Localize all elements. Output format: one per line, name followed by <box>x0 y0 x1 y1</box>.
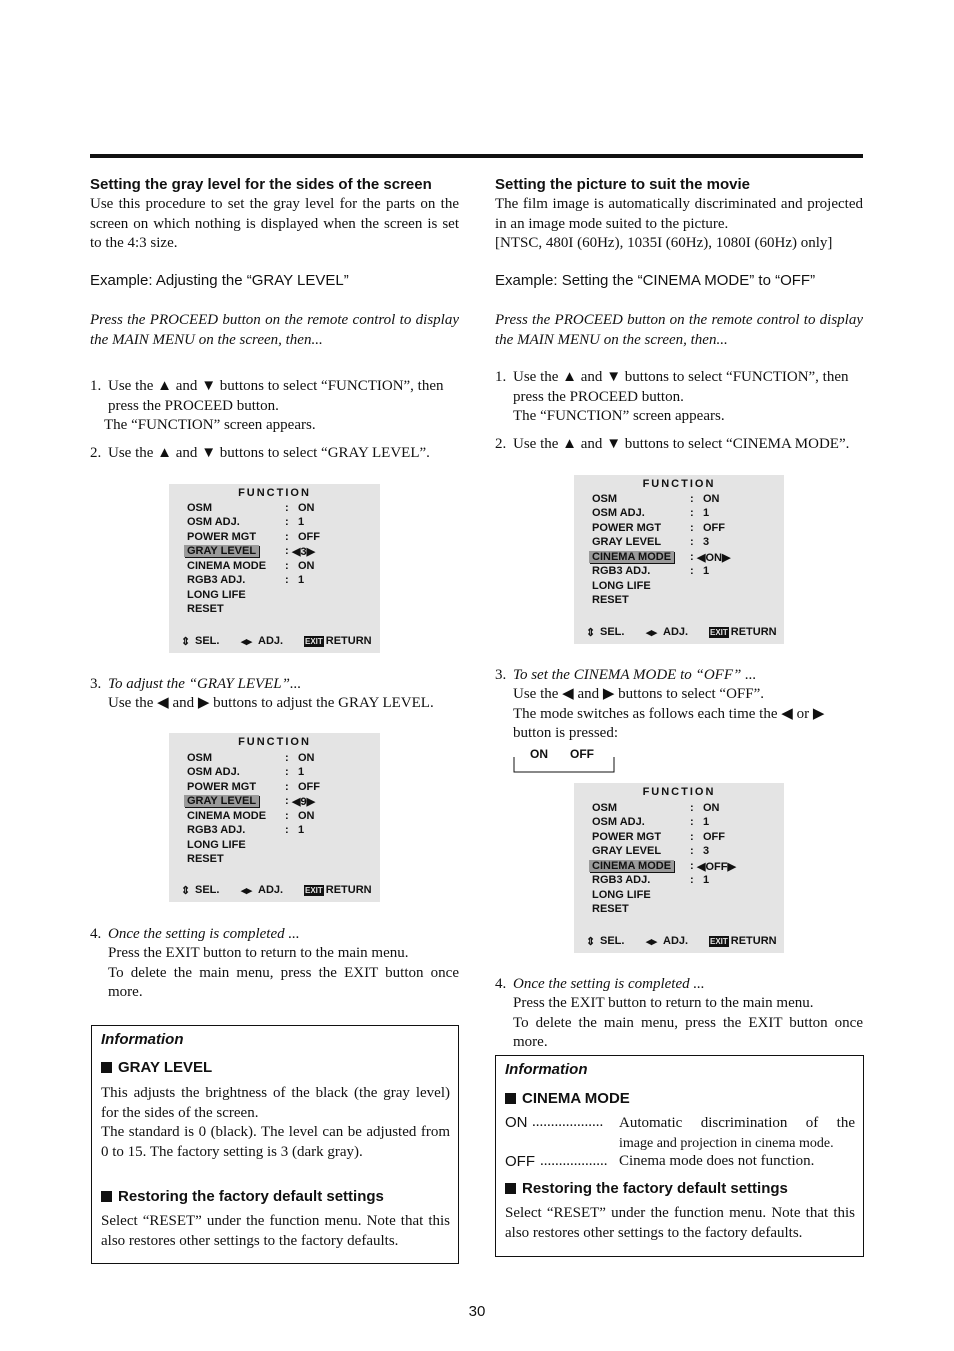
square-bullet-icon <box>101 1062 112 1073</box>
cycle-off-label: OFF <box>570 747 594 761</box>
up-down-icon: ⇕ <box>181 885 191 897</box>
left-information-box: Information GRAY LEVEL This adjusts the brightness of the black (the gray level) for the sides of the screen. The standard is 0 (black). The level can be adjusted from 0 to 15. The factory setting is 3 (dark gray). Restoring the factory default settings Select “RESET” under the function menu. Note that this also restores other settings to the factory defaults. <box>91 1025 459 1264</box>
left-step-1-note: The “FUNCTION” screen appears. <box>104 417 316 433</box>
left-step-1: 1. Use the ▲ and ▼ buttons to select “FUNCTION”, then press the PROCEED button. <box>90 378 444 414</box>
left-right-icon: ◂▸ <box>241 636 253 648</box>
up-triangle-icon: ▲ <box>562 436 578 452</box>
left-triangle-icon: ◀ <box>562 686 574 702</box>
right-step-2: 2. Use the ▲ and ▼ buttons to select “CINEMA MODE”. <box>495 436 850 452</box>
left-arrow-icon: ◀ <box>292 546 301 558</box>
left-triangle-icon: ◀ <box>781 705 793 722</box>
down-triangle-icon: ▼ <box>606 436 622 452</box>
right-triangle-icon: ▶ <box>197 695 210 711</box>
menu-footer: ⇕ SEL. ◂▸ ADJ. EXIT RETURN <box>181 635 372 648</box>
left-step-4-text: Press the EXIT button to return to the main menu. To delete the main menu, press the EXIT button once more. <box>108 945 459 1000</box>
down-triangle-icon: ▼ <box>201 378 217 394</box>
left-right-icon: ◂▸ <box>241 885 253 897</box>
menu-highlight: CINEMA MODE <box>589 860 674 872</box>
exit-icon: EXIT <box>305 886 323 895</box>
square-bullet-icon <box>505 1093 516 1104</box>
left-arrow-icon: ◀ <box>697 861 706 873</box>
left-press: Press the PROCEED button on the remote control to display the MAIN MENU on the screen, then... <box>90 312 459 348</box>
exit-icon: EXIT <box>710 937 728 946</box>
menu-highlight: GRAY LEVEL <box>184 545 259 557</box>
top-rule <box>90 154 863 158</box>
left-example: Example: Adjusting the “GRAY LEVEL” <box>90 272 349 289</box>
right-example: Example: Setting the “CINEMA MODE” to “OFF” <box>495 272 816 289</box>
left-step-3-text: Use the ◀ and ▶ buttons to adjust the GRAY LEVEL. <box>108 695 434 711</box>
up-triangle-icon: ▲ <box>157 378 173 394</box>
up-triangle-icon: ▲ <box>157 445 173 461</box>
right-step-1-note: The “FUNCTION” screen appears. <box>513 408 725 424</box>
right-step-4: 4. Once the setting is completed ... <box>495 976 705 992</box>
right-triangle-icon: ▶ <box>812 705 825 722</box>
left-right-icon: ◂▸ <box>646 627 658 639</box>
right-arrow-icon: ▶ <box>721 552 731 564</box>
left-right-icon: ◂▸ <box>646 936 658 948</box>
up-down-icon: ⇕ <box>181 636 191 648</box>
left-heading: Setting the gray level for the sides of the screen <box>90 176 432 193</box>
menu-highlight: GRAY LEVEL <box>184 795 259 807</box>
left-step-2: 2. Use the ▲ and ▼ buttons to select “GRAY LEVEL”. <box>90 445 430 461</box>
down-triangle-icon: ▼ <box>201 445 217 461</box>
right-heading: Setting the picture to suit the movie <box>495 176 751 193</box>
right-intro: The film image is automatically discriminated and projected in an image mode suited to the picture. [NTSC, 480I (60Hz), 1035I (60Hz), 1080I (60Hz) only] <box>495 196 863 251</box>
menu-title: FUNCTION <box>238 487 311 499</box>
function-menu-gray-3: FUNCTION OSM : ON OSM ADJ. : 1 POWER MGT : OFF GRAY LEVEL : ◀3▶ CINEMA MODE : ON RGB3 ADJ. : 1 LONG LIFE RESET ⇕ SEL. ◂▸ ADJ. EXIT RETURN <box>169 484 380 653</box>
square-bullet-icon <box>101 1191 112 1202</box>
left-intro: Use this procedure to set the gray level for the parts on the screen on which nothing is displayed when the screen is set to the 4:3 size. <box>90 196 459 251</box>
right-arrow-icon: ▶ <box>306 546 316 558</box>
right-step-1: 1. Use the ▲ and ▼ buttons to select “FUNCTION”, then press the PROCEED button. <box>495 369 849 405</box>
up-triangle-icon: ▲ <box>562 369 578 385</box>
right-arrow-icon: ▶ <box>306 796 316 808</box>
cycle-on-label: ON <box>530 747 548 761</box>
right-press: Press the PROCEED button on the remote control to display the MAIN MENU on the screen, then... <box>495 312 863 348</box>
right-step-3: 3. To set the CINEMA MODE to “OFF” ... <box>495 667 757 683</box>
right-triangle-icon: ▶ <box>602 686 615 702</box>
function-menu-cinema-off: FUNCTION OSM : ON OSM ADJ. : 1 POWER MGT : OFF GRAY LEVEL : 3 CINEMA MODE : ◀OFF▶ RGB3 ADJ. : 1 LONG LIFE RESET ⇕ SEL. ◂▸ ADJ. EXIT RETURN <box>574 783 784 953</box>
function-menu-gray-9: FUNCTION OSM : ON OSM ADJ. : 1 POWER MGT : OFF GRAY LEVEL : ◀9▶ CINEMA MODE : ON RGB3 ADJ. : 1 LONG LIFE RESET ⇕ SEL. ◂▸ ADJ. EXIT RETURN <box>169 733 380 902</box>
cycle-loop-icon <box>513 745 615 773</box>
page-number: 30 <box>468 1303 486 1320</box>
exit-icon: EXIT <box>710 628 728 637</box>
left-step-4: 4. Once the setting is completed ... <box>90 926 300 942</box>
up-down-icon: ⇕ <box>586 936 596 948</box>
right-step-4-text: Press the EXIT button to return to the main menu. To delete the main menu, press the EXIT button once more. <box>513 995 863 1050</box>
square-bullet-icon <box>505 1183 516 1194</box>
left-step-3: 3. To adjust the “GRAY LEVEL”... <box>90 676 302 692</box>
right-arrow-icon: ▶ <box>727 861 736 873</box>
left-triangle-icon: ◀ <box>157 695 169 711</box>
right-step-3-text: Use the ◀ and ▶ buttons to select “OFF”. The mode switches as follows each time the ◀ or ▶ button is pressed: <box>513 686 825 741</box>
left-arrow-icon: ◀ <box>697 552 706 564</box>
on-off-cycle-diagram <box>513 745 615 773</box>
left-arrow-icon: ◀ <box>292 796 301 808</box>
menu-highlight: CINEMA MODE <box>589 551 674 563</box>
exit-icon: EXIT <box>305 637 323 646</box>
up-down-icon: ⇕ <box>586 627 596 639</box>
right-information-box: Information CINEMA MODE ON ................... Automatic discrimination of the image and projection in cinema mode. OFF .................. Cinema mode does not function. Restoring the factory default settings Select “RESET” under the function menu. Note that this also restores other settings to the factory defaults. <box>495 1055 864 1257</box>
down-triangle-icon: ▼ <box>606 369 622 385</box>
function-menu-cinema-on: FUNCTION OSM : ON OSM ADJ. : 1 POWER MGT : OFF GRAY LEVEL : 3 CINEMA MODE : ◀ON▶ RGB3 ADJ. : 1 LONG LIFE RESET ⇕ SEL. ◂▸ ADJ. EXIT RETURN <box>574 475 784 644</box>
